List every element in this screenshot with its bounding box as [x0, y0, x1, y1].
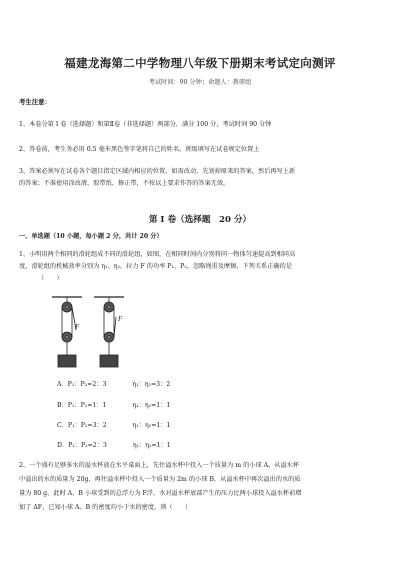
- notice-item: 3、答案必须写在试卷各个题目指定区域内相应的位置，如需改动，先划掉原来的答案，然后再写上新: [19, 168, 296, 175]
- question-text: （ ）: [38, 275, 63, 282]
- notice-item: 1、本卷分第 I 卷（选择题）和第Ⅱ卷（非选择题）两部分，满分 100 分，考试时间 90 分钟: [19, 121, 272, 128]
- option-a[interactable]: [57, 382, 170, 388]
- pulley-figure: [50, 295, 130, 375]
- part-title: 一、单选题（10 小题，每小题 2 分，共计 20 分）: [19, 233, 163, 240]
- option-p: B．P₁：P₂=1：1: [57, 402, 107, 409]
- question-text: 1、小明用两个相同的滑轮组成不同的滑轮组，如图，在相同时间内分别将同一物体匀速提高到相同高: [19, 251, 296, 258]
- pulley-system-2: [94, 297, 124, 367]
- question-text: 中溢出的水的质量为 20g，再往溢水杯中投入一个质量为 2m 的小球 B，从溢水杯中再次溢出的水的质: [19, 476, 301, 483]
- notice-heading: 考生注意：: [19, 98, 51, 106]
- notice-item: 的答案；不准使用涂改液、胶带纸、修正带，不按以上要求作答的答案无效。: [19, 180, 230, 187]
- section-title: 第 I 卷（选择题 20 分）: [148, 215, 252, 225]
- force-label-2: F: [118, 315, 123, 323]
- notice-item: 2、答卷前，考生务必用 0.5 毫米黑色签字笔将自己的姓名、班级填写在试卷规定位置上: [19, 146, 260, 153]
- page-title: 福建龙海第二中学物理八年级下册期末考试定向测评: [64, 56, 336, 70]
- force-label-1: F: [75, 323, 80, 331]
- exam-info: 考试时间：90 分钟；命题人：教研组: [148, 79, 252, 86]
- option-eta: η₁：η₂=3：2: [132, 381, 171, 388]
- option-p: C．P₁：P₂=3：2: [57, 422, 107, 429]
- option-c[interactable]: [57, 423, 170, 429]
- option-eta: η₁：η₂=1：1: [132, 422, 171, 429]
- pulley-system-1: [52, 297, 82, 367]
- option-d[interactable]: [57, 443, 171, 449]
- option-p: D．P₁：P₂=2：3: [57, 442, 107, 449]
- option-b[interactable]: [57, 403, 170, 409]
- question-text: 度，滑轮组的机械效率分别为 η₁、η₂，拉力 F 的功率 P₁、P₂，忽略绳重及摩擦，下列关系正确的是: [19, 263, 292, 270]
- option-eta: η₁：η₂=1：1: [132, 442, 171, 449]
- option-p: A．P₁：P₂=2：3: [57, 381, 107, 388]
- question-text: 量为 80 g，此时 A、B 小球受到的总浮力为 F浮，水对溢水杯底部产生的压力比两小球投入溢水杯前增: [19, 490, 302, 497]
- question-text: 2、一个盛有足够多水的溢水杯放在水平桌面上，先往溢水杯中投入一个质量为 m 的小球 A，从溢水杯: [19, 462, 300, 469]
- option-eta: η₁：η₂=1：1: [132, 402, 171, 409]
- question-text: 加了 ΔF，已知小球 A、B 的密度均小于水的密度，则（ ）: [19, 504, 192, 511]
